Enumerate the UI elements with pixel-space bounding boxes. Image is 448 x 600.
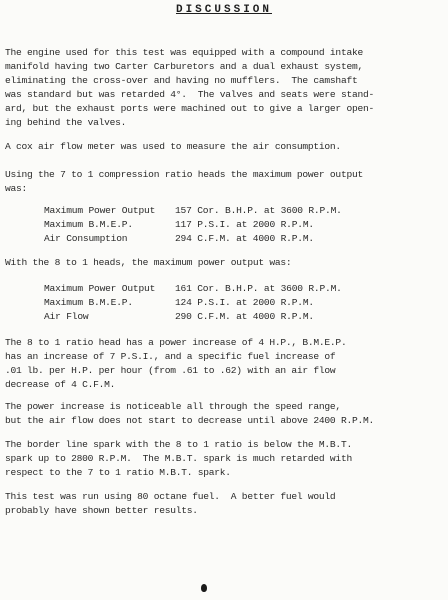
stat-value: 157 Cor. B.H.P. at 3600 R.P.M. bbox=[175, 205, 342, 216]
stat-value: 294 C.F.M. at 4000 R.P.M. bbox=[175, 233, 314, 244]
ratio-7-intro-paragraph: Using the 7 to 1 compression ratio heads the maximum power output was: bbox=[5, 169, 363, 194]
ink-blot bbox=[201, 584, 207, 592]
speed-range-paragraph: The power increase is noticeable all through the speed range, but the air flow does not start to decrease until above 2400 R.P.M. bbox=[5, 401, 374, 426]
spark-paragraph: The border line spark with the 8 to 1 ratio is below the M.B.T. spark up to 2800 R.P.M. The M.B.T. spark is much retarded with respect to the 7 to 1 ratio M.B.T. spark. bbox=[5, 439, 352, 478]
comparison-paragraph: The 8 to 1 ratio head has a power increase of 4 H.P., B.M.E.P. has an increase of 7 P.S.I., and a specific fuel increase of .01 lb. per H.P. per hour (from .61 to .62) with an air flow decrease of 4 C.F.M. bbox=[5, 337, 347, 390]
stat-label: Maximum B.M.E.P. bbox=[44, 219, 133, 230]
stat-label: Air Flow bbox=[44, 311, 89, 322]
ratio-8-intro-paragraph: With the 8 to 1 heads, the maximum power output was: bbox=[5, 257, 292, 268]
airflow-meter-paragraph: A cox air flow meter was used to measure the air consumption. bbox=[5, 141, 341, 152]
stat-value: 290 C.F.M. at 4000 R.P.M. bbox=[175, 311, 314, 322]
fuel-paragraph: This test was run using 80 octane fuel. A better fuel would probably have shown better results. bbox=[5, 491, 336, 516]
stat-label: Air Consumption bbox=[44, 233, 128, 244]
stat-value: 161 Cor. B.H.P. at 3600 R.P.M. bbox=[175, 283, 342, 294]
stat-label: Maximum Power Output bbox=[44, 205, 156, 216]
stat-label: Maximum Power Output bbox=[44, 283, 156, 294]
page-title: DISCUSSION bbox=[175, 4, 272, 16]
stat-value: 124 P.S.I. at 2000 R.P.M. bbox=[175, 297, 314, 308]
stat-value: 117 P.S.I. at 2000 R.P.M. bbox=[175, 219, 314, 230]
intro-paragraph: The engine used for this test was equipped with a compound intake manifold having two Carter Carburetors and a dual exhaust system, eliminating the cross-over and having no mufflers. The camshaft was standard but was retarded 4°. The valves and seats were stand- ard, but the exhaust ports were machined out to give a larger open- ing behind the valves. bbox=[5, 47, 374, 128]
stat-label: Maximum B.M.E.P. bbox=[44, 297, 133, 308]
